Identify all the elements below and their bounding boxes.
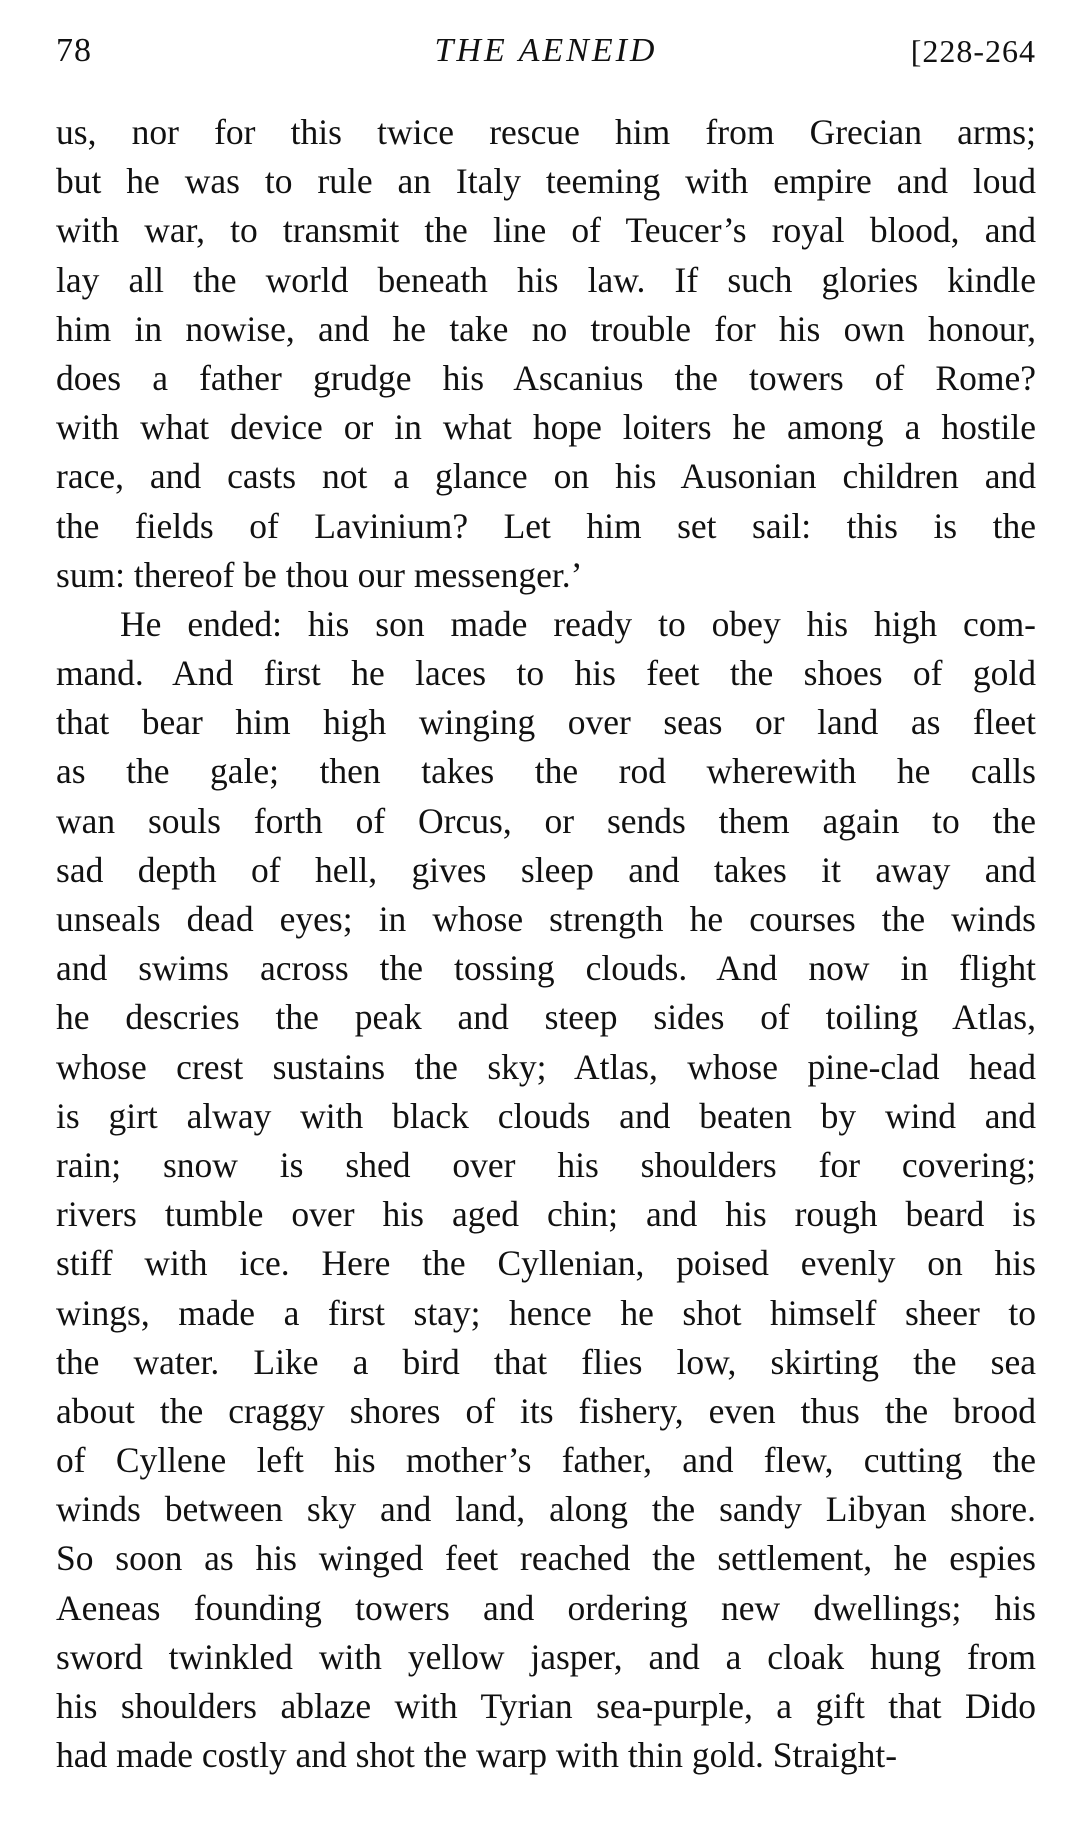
text-line: he descries the peak and steep sides of toiling Atlas,	[56, 997, 1036, 1038]
text-line: wings, made a first stay; hence he shot himself sheer to	[56, 1292, 1036, 1333]
text-line: him in nowise, and he take no trouble for his own honour,	[56, 308, 1036, 349]
running-head	[56, 26, 1036, 76]
text-line: race, and casts not a glance on his Ausonian children and	[56, 456, 1036, 497]
text-line: the water. Like a bird that flies low, skirting the sea	[56, 1341, 1036, 1382]
text-line: with war, to transmit the line of Teucer’s royal blood, and	[56, 210, 1036, 251]
text-line: rain; snow is shed over his shoulders for covering;	[56, 1144, 1036, 1185]
text-line: sum: thereof be thou our messenger.’	[56, 554, 583, 595]
text-line: He ended: his son made ready to obey his high com-	[120, 603, 1036, 644]
text-line: is girt alway with black clouds and beaten by wind and	[56, 1095, 1036, 1136]
text-line: winds between sky and land, along the sandy Libyan shore.	[56, 1489, 1036, 1530]
text-line: does a father grudge his Ascanius the towers of Rome?	[56, 357, 1036, 398]
text-line: lay all the world beneath his law. If such glories kindle	[56, 259, 1036, 300]
text-line: sword twinkled with yellow jasper, and a cloak hung from	[56, 1636, 1036, 1677]
text-line: that bear him high winging over seas or land as fleet	[56, 702, 1036, 743]
text-line: unseals dead eyes; in whose strength he courses the winds	[56, 899, 1036, 939]
page-number: 78	[56, 32, 92, 69]
text-line: with what device or in what hope loiters he among a hostile	[56, 407, 1036, 448]
text-line: rivers tumble over his aged chin; and his rough beard is	[56, 1194, 1036, 1235]
text-line: us, nor for this twice rescue him from Grecian arms;	[56, 112, 1036, 152]
line-range: [228-264	[910, 33, 1036, 69]
text-line: the fields of Lavinium? Let him set sail: this is the	[56, 505, 1036, 546]
text-line: Aeneas founding towers and ordering new dwellings; his	[56, 1587, 1036, 1628]
text-line: his shoulders ablaze with Tyrian sea-purple, a gift that Dido	[56, 1686, 1036, 1726]
text-line: about the craggy shores of its fishery, even thus the brood	[56, 1390, 1036, 1431]
text-line: wan souls forth of Orcus, or sends them again to the	[56, 800, 1036, 841]
text-line: as the gale; then takes the rod wherewith he calls	[56, 751, 1036, 792]
text-line: had made costly and shot the warp with thin gold. Straight-	[56, 1735, 898, 1776]
text-line: stiff with ice. Here the Cyllenian, poised evenly on his	[56, 1243, 1036, 1284]
text-line: mand. And first he laces to his feet the shoes of gold	[56, 653, 1036, 694]
text-line: and swims across the tossing clouds. And now in flight	[56, 948, 1036, 989]
text-line: So soon as his winged feet reached the settlement, he espies	[56, 1538, 1036, 1579]
page-title: THE AENEID	[434, 32, 658, 69]
text-line: but he was to rule an Italy teeming with empire and loud	[56, 161, 1036, 202]
text-line: of Cyllene left his mother’s father, and flew, cutting the	[56, 1440, 1036, 1481]
text-line: sad depth of hell, gives sleep and takes it away and	[56, 849, 1036, 890]
body-text	[56, 108, 1036, 1780]
text-line: whose crest sustains the sky; Atlas, whose pine-clad head	[56, 1046, 1036, 1087]
